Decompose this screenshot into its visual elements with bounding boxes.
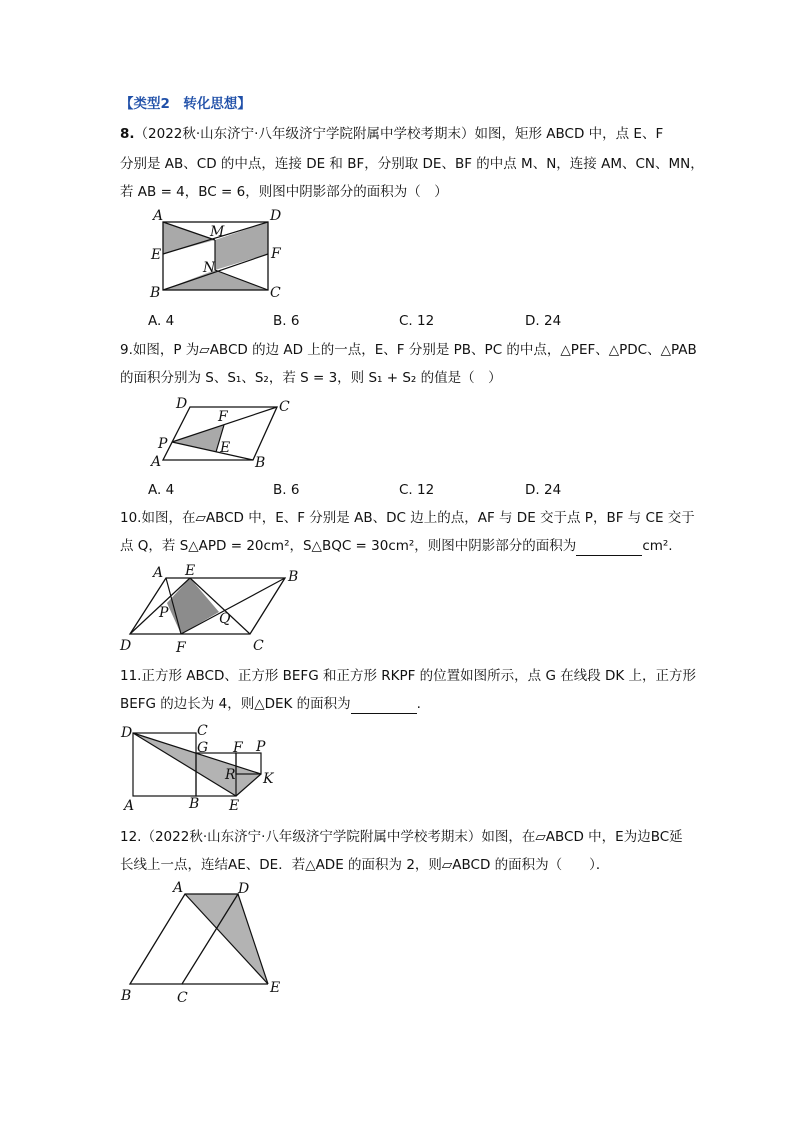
q9-option-c: C. 12	[399, 482, 435, 498]
q8-text-1: （2022秋·山东济宁·八年级济宁学院附属中学校考期末）如图，矩形 ABCD 中，点 E、F	[134, 126, 664, 142]
q8-label-C: C	[270, 285, 281, 301]
q10-label-D: D	[120, 638, 132, 654]
q11-label-R: R	[225, 767, 236, 783]
q10-label-E: E	[185, 563, 196, 579]
q9-label-A: A	[151, 454, 162, 470]
q9-label-P: P	[158, 436, 168, 452]
q8-label-B: B	[150, 285, 161, 301]
q10-text-2: 点 Q，若 S△APD = 20cm²，S△BQC = 30cm²，则图中阴影部分的面积为	[120, 538, 577, 554]
q9-label-D: D	[176, 396, 188, 412]
q8-option-b: B. 6	[273, 313, 300, 329]
q11-end: .	[416, 696, 421, 712]
q8-line-2: 分别是 AB、CD 的中点，连接 DE 和 BF，分别取 DE、BF 的中点 M、N，连接 AM、CN、MN，	[120, 156, 704, 172]
q8-label-F: F	[271, 246, 281, 262]
section-title: 【类型2 转化思想】	[120, 96, 251, 112]
q11-label-D: D	[121, 725, 133, 741]
q11-label-C: C	[197, 723, 208, 739]
q12-label-B: B	[121, 988, 132, 1004]
q9-label-F: F	[218, 409, 228, 425]
q8-label-D: D	[270, 208, 282, 224]
q8-number: 8.	[120, 126, 135, 142]
q9-label-B: B	[255, 455, 266, 471]
q11-line-1: 11.正方形 ABCD、正方形 BEFG 和正方形 RKPF 的位置如图所示，点 G 在线段 DK 上，正方形	[120, 668, 697, 684]
q12-label-D: D	[238, 881, 250, 897]
q9-label-C: C	[279, 399, 290, 415]
q11-label-E: E	[229, 798, 240, 814]
q11-label-F: F	[233, 740, 243, 756]
q9-option-d: D. 24	[525, 482, 562, 498]
q8-option-c: C. 12	[399, 313, 435, 329]
q12-label-E: E	[270, 980, 281, 996]
q8-option-d: D. 24	[525, 313, 562, 329]
q10-label-P: P	[159, 605, 169, 621]
q8-line-3: 若 AB = 4，BC = 6，则图中阴影部分的面积为（ ）	[120, 184, 448, 200]
q11-label-B: B	[189, 796, 200, 812]
q12-label-C: C	[177, 990, 188, 1006]
q9-label-E: E	[220, 440, 231, 456]
q8-label-E: E	[151, 247, 162, 263]
q8-option-a: A. 4	[148, 313, 175, 329]
q12-label-A: A	[173, 880, 184, 896]
q10-label-Q: Q	[219, 611, 231, 627]
q8-label-N: N	[203, 260, 216, 276]
q11-label-A: A	[124, 798, 135, 814]
q12-line-2: 长线上一点，连结AE、DE．若△ADE 的面积为 2，则▱ABCD 的面积为（ ）．	[120, 857, 610, 873]
q10-label-B: B	[288, 569, 299, 585]
q9-option-b: B. 6	[273, 482, 300, 498]
q10-label-C: C	[253, 638, 264, 654]
q10-unit: cm².	[642, 538, 673, 554]
q8-label-M: M	[210, 224, 225, 240]
q9-line-1: 9.如图，P 为▱ABCD 的边 AD 上的一点，E、F 分别是 PB、PC 的中点，△PEF、△PDC、△PAB	[120, 342, 697, 358]
q9-option-a: A. 4	[148, 482, 175, 498]
q10-label-A: A	[153, 565, 164, 581]
q11-label-P: P	[256, 739, 266, 755]
q11-label-G: G	[197, 740, 209, 756]
q8-label-A: A	[153, 208, 164, 224]
q12-line-1: 12.（2022秋·山东济宁·八年级济宁学院附属中学校考期末）如图，在▱ABCD 中，E为边BC延	[120, 829, 683, 845]
q11-text-2: BEFG 的边长为 4，则△DEK 的面积为	[120, 696, 351, 712]
q11-label-K: K	[263, 771, 274, 787]
q9-line-2: 的面积分别为 S、S₁、S₂，若 S = 3，则 S₁ + S₂ 的值是（ ）	[120, 370, 502, 386]
q10-label-F: F	[176, 640, 186, 656]
q10-line-1: 10.如图，在▱ABCD 中，E、F 分别是 AB、DC 边上的点，AF 与 DE 交于点 P，BF 与 CE 交于	[120, 510, 695, 526]
